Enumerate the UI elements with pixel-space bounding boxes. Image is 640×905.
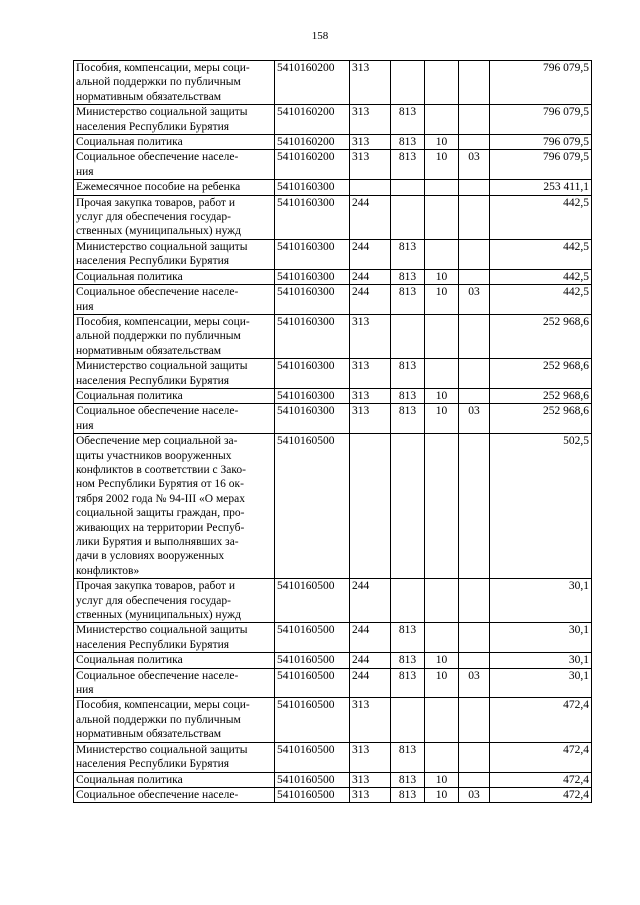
item-name-cell — [74, 653, 275, 668]
subsection-code-cell: 03 — [459, 787, 490, 802]
section-code-cell: 10 — [425, 668, 459, 698]
table-row — [74, 668, 592, 698]
item-name-line: тября 2002 года № 94-III «О мерах — [76, 492, 245, 505]
csr-code-cell: 5410160500 — [275, 787, 350, 802]
subsection-code-cell — [459, 314, 490, 358]
table-row — [74, 623, 592, 653]
csr-code-cell: 5410160500 — [275, 653, 350, 668]
item-name-line: Министерство социальной защиты — [76, 240, 248, 253]
table-row — [74, 180, 592, 195]
amount-cell: 252 968,6 — [490, 388, 592, 403]
item-name-line: населения Республики Бурятия — [76, 374, 230, 387]
section-code-cell: 10 — [425, 653, 459, 668]
item-name-line: нормативным обязательствам — [76, 344, 221, 357]
subsection-code-cell: 03 — [459, 285, 490, 315]
expense-type-cell — [350, 180, 391, 195]
item-name-line: ния — [76, 419, 94, 432]
table-row — [74, 388, 592, 403]
expense-type-cell: 244 — [350, 653, 391, 668]
csr-code-cell: 5410160300 — [275, 180, 350, 195]
csr-code-cell: 5410160300 — [275, 285, 350, 315]
item-name-line: Пособия, компенсации, меры соци- — [76, 62, 250, 74]
table-row — [74, 269, 592, 284]
expense-type-cell: 313 — [350, 150, 391, 180]
subsection-code-cell — [459, 105, 490, 135]
ministry-code-cell — [391, 195, 425, 239]
subsection-code-cell — [459, 623, 490, 653]
expense-type-cell: 313 — [350, 61, 391, 105]
expense-type-cell: 313 — [350, 742, 391, 772]
csr-code-cell: 5410160300 — [275, 269, 350, 284]
amount-cell: 796 079,5 — [490, 135, 592, 150]
section-code-cell: 10 — [425, 150, 459, 180]
item-name-line: Социальная политика — [76, 136, 183, 149]
expense-type-cell: 244 — [350, 239, 391, 269]
subsection-code-cell — [459, 135, 490, 150]
amount-cell: 502,5 — [490, 434, 592, 579]
item-name-line: Социальная политика — [76, 270, 183, 283]
item-name-line: Прочая закупка товаров, работ и — [76, 580, 235, 593]
expense-type-cell: 313 — [350, 359, 391, 389]
section-code-cell — [425, 359, 459, 389]
item-name-line: Пособия, компенсации, меры соци- — [76, 699, 250, 712]
csr-code-cell: 5410160500 — [275, 623, 350, 653]
item-name-line: Социальное обеспечение населе- — [76, 405, 239, 418]
table-row — [74, 698, 592, 742]
table-row — [74, 195, 592, 239]
item-name-line: населения Республики Бурятия — [76, 255, 230, 268]
section-code-cell — [425, 195, 459, 239]
section-code-cell: 10 — [425, 135, 459, 150]
item-name-line: Прочая закупка товаров, работ и — [76, 196, 235, 209]
ministry-code-cell: 813 — [391, 653, 425, 668]
ministry-code-cell — [391, 434, 425, 579]
item-name-line: дачи в условиях вооруженных — [76, 550, 225, 563]
table-row — [74, 314, 592, 358]
expense-type-cell: 313 — [350, 105, 391, 135]
table-row — [74, 105, 592, 135]
item-name-line: населения Республики Бурятия — [76, 758, 230, 771]
ministry-code-cell: 813 — [391, 668, 425, 698]
ministry-code-cell: 813 — [391, 404, 425, 434]
section-code-cell: 10 — [425, 388, 459, 403]
item-name-line: Социальное обеспечение населе- — [76, 286, 239, 299]
ministry-code-cell: 813 — [391, 150, 425, 180]
amount-cell: 442,5 — [490, 285, 592, 315]
amount-cell: 252 968,6 — [490, 359, 592, 389]
csr-code-cell: 5410160500 — [275, 772, 350, 787]
item-name-line: Социальная политика — [76, 773, 183, 786]
item-name-line: нормативным обязательствам — [76, 90, 221, 103]
section-code-cell — [425, 239, 459, 269]
item-name-cell — [74, 314, 275, 358]
csr-code-cell: 5410160200 — [275, 150, 350, 180]
item-name-cell — [74, 668, 275, 698]
csr-code-cell: 5410160300 — [275, 239, 350, 269]
amount-cell: 30,1 — [490, 623, 592, 653]
item-name-line: ственных (муниципальных) нужд — [76, 225, 241, 238]
subsection-code-cell — [459, 579, 490, 623]
amount-cell: 442,5 — [490, 195, 592, 239]
amount-cell: 796 079,5 — [490, 150, 592, 180]
table-row — [74, 404, 592, 434]
expense-type-cell: 244 — [350, 269, 391, 284]
item-name-line: ном Республики Бурятия от 16 ок- — [76, 478, 244, 491]
ministry-code-cell — [391, 61, 425, 105]
section-code-cell — [425, 623, 459, 653]
subsection-code-cell — [459, 269, 490, 284]
item-name-line: услуг для обеспечения государ- — [76, 594, 231, 607]
expense-type-cell: 313 — [350, 772, 391, 787]
subsection-code-cell — [459, 195, 490, 239]
section-code-cell — [425, 105, 459, 135]
expense-type-cell: 244 — [350, 668, 391, 698]
ministry-code-cell: 813 — [391, 623, 425, 653]
subsection-code-cell: 03 — [459, 668, 490, 698]
item-name-cell — [74, 150, 275, 180]
page-number: 158 — [311, 30, 329, 42]
csr-code-cell: 5410160200 — [275, 105, 350, 135]
subsection-code-cell — [459, 742, 490, 772]
item-name-cell — [74, 359, 275, 389]
item-name-line: Министерство социальной защиты — [76, 106, 248, 119]
csr-code-cell: 5410160500 — [275, 579, 350, 623]
item-name-line: Социальное обеспечение населе- — [76, 788, 239, 801]
section-code-cell: 10 — [425, 772, 459, 787]
expense-type-cell: 313 — [350, 698, 391, 742]
item-name-cell — [74, 787, 275, 802]
subsection-code-cell: 03 — [459, 150, 490, 180]
ministry-code-cell: 813 — [391, 285, 425, 315]
item-name-line: Социальная политика — [76, 389, 183, 402]
expense-type-cell: 313 — [350, 314, 391, 358]
item-name-cell — [74, 135, 275, 150]
item-name-cell — [74, 285, 275, 315]
item-name-line: ния — [76, 165, 94, 178]
csr-code-cell: 5410160300 — [275, 388, 350, 403]
item-name-line: Пособия, компенсации, меры соци- — [76, 315, 250, 328]
item-name-line: услуг для обеспечения государ- — [76, 211, 231, 224]
subsection-code-cell — [459, 180, 490, 195]
item-name-line: Социальное обеспечение населе- — [76, 669, 239, 682]
csr-code-cell: 5410160200 — [275, 61, 350, 105]
item-name-line: социальной защиты граждан, про- — [76, 507, 245, 520]
item-name-cell — [74, 742, 275, 772]
item-name-line: ния — [76, 300, 94, 313]
item-name-cell — [74, 579, 275, 623]
ministry-code-cell: 813 — [391, 388, 425, 403]
csr-code-cell: 5410160200 — [275, 135, 350, 150]
item-name-line: щиты участников вооруженных — [76, 449, 232, 462]
section-code-cell — [425, 61, 459, 105]
item-name-cell — [74, 698, 275, 742]
item-name-cell — [74, 388, 275, 403]
budget-table-body — [74, 61, 592, 803]
subsection-code-cell — [459, 359, 490, 389]
csr-code-cell: 5410160300 — [275, 195, 350, 239]
ministry-code-cell — [391, 579, 425, 623]
amount-cell: 252 968,6 — [490, 404, 592, 434]
amount-cell: 253 411,1 — [490, 180, 592, 195]
ministry-code-cell — [391, 314, 425, 358]
amount-cell: 472,4 — [490, 742, 592, 772]
table-row — [74, 61, 592, 105]
item-name-cell — [74, 623, 275, 653]
amount-cell: 472,4 — [490, 772, 592, 787]
amount-cell: 442,5 — [490, 239, 592, 269]
expense-type-cell: 313 — [350, 787, 391, 802]
item-name-line: Министерство социальной защиты — [76, 624, 248, 637]
subsection-code-cell — [459, 698, 490, 742]
amount-cell: 472,4 — [490, 698, 592, 742]
item-name-cell — [74, 772, 275, 787]
table-row — [74, 653, 592, 668]
subsection-code-cell — [459, 239, 490, 269]
item-name-line: живающих на территории Респуб- — [76, 521, 245, 534]
budget-table — [73, 60, 592, 803]
ministry-code-cell: 813 — [391, 787, 425, 802]
section-code-cell: 10 — [425, 285, 459, 315]
section-code-cell: 10 — [425, 404, 459, 434]
expense-type-cell: 313 — [350, 388, 391, 403]
subsection-code-cell — [459, 772, 490, 787]
table-row — [74, 434, 592, 579]
item-name-line: Обеспечение мер социальной за- — [76, 435, 238, 448]
amount-cell: 252 968,6 — [490, 314, 592, 358]
item-name-line: Министерство социальной защиты — [76, 743, 248, 756]
table-row — [74, 742, 592, 772]
expense-type-cell: 313 — [350, 404, 391, 434]
subsection-code-cell — [459, 61, 490, 105]
ministry-code-cell: 813 — [391, 359, 425, 389]
ministry-code-cell: 813 — [391, 105, 425, 135]
item-name-line: альной поддержки по публичным — [76, 76, 241, 89]
table-row — [74, 579, 592, 623]
item-name-line: нормативным обязательствам — [76, 728, 221, 741]
item-name-cell — [74, 195, 275, 239]
item-name-line: альной поддержки по публичным — [76, 713, 241, 726]
subsection-code-cell: 03 — [459, 404, 490, 434]
ministry-code-cell — [391, 698, 425, 742]
table-row — [74, 135, 592, 150]
item-name-line: ния — [76, 684, 94, 697]
item-name-line: альной поддержки по публичным — [76, 330, 241, 343]
table-row — [74, 359, 592, 389]
expense-type-cell: 244 — [350, 195, 391, 239]
csr-code-cell: 5410160300 — [275, 359, 350, 389]
csr-code-cell: 5410160500 — [275, 698, 350, 742]
item-name-line: Социальная политика — [76, 654, 183, 667]
section-code-cell — [425, 742, 459, 772]
amount-cell: 30,1 — [490, 579, 592, 623]
section-code-cell — [425, 434, 459, 579]
subsection-code-cell — [459, 653, 490, 668]
amount-cell: 30,1 — [490, 668, 592, 698]
item-name-cell — [74, 434, 275, 579]
expense-type-cell: 244 — [350, 285, 391, 315]
section-code-cell — [425, 180, 459, 195]
item-name-cell — [74, 404, 275, 434]
ministry-code-cell: 813 — [391, 742, 425, 772]
item-name-line: лики Бурятия и выполнявших за- — [76, 536, 239, 548]
section-code-cell: 10 — [425, 787, 459, 802]
item-name-line: конфликтов» — [76, 564, 140, 577]
ministry-code-cell: 813 — [391, 239, 425, 269]
amount-cell: 30,1 — [490, 653, 592, 668]
item-name-cell — [74, 105, 275, 135]
csr-code-cell: 5410160300 — [275, 314, 350, 358]
item-name-cell — [74, 61, 275, 105]
table-row — [74, 787, 592, 802]
item-name-cell — [74, 269, 275, 284]
item-name-line: населения Республики Бурятия — [76, 638, 230, 651]
table-row — [74, 285, 592, 315]
item-name-line: населения Республики Бурятия — [76, 120, 230, 133]
csr-code-cell: 5410160500 — [275, 434, 350, 579]
item-name-cell — [74, 239, 275, 269]
expense-type-cell: 244 — [350, 579, 391, 623]
table-row — [74, 150, 592, 180]
section-code-cell: 10 — [425, 269, 459, 284]
table-row — [74, 239, 592, 269]
subsection-code-cell — [459, 434, 490, 579]
item-name-cell — [74, 180, 275, 195]
item-name-line: конфликтов в соответствии с Зако- — [76, 463, 246, 476]
item-name-line: Министерство социальной защиты — [76, 360, 248, 373]
subsection-code-cell — [459, 388, 490, 403]
amount-cell: 442,5 — [490, 269, 592, 284]
section-code-cell — [425, 314, 459, 358]
amount-cell: 796 079,5 — [490, 61, 592, 105]
item-name-line: Социальное обеспечение населе- — [76, 151, 239, 164]
ministry-code-cell: 813 — [391, 269, 425, 284]
ministry-code-cell — [391, 180, 425, 195]
section-code-cell — [425, 698, 459, 742]
ministry-code-cell: 813 — [391, 772, 425, 787]
csr-code-cell: 5410160500 — [275, 742, 350, 772]
amount-cell: 796 079,5 — [490, 105, 592, 135]
csr-code-cell: 5410160500 — [275, 668, 350, 698]
ministry-code-cell: 813 — [391, 135, 425, 150]
csr-code-cell: 5410160300 — [275, 404, 350, 434]
table-row — [74, 772, 592, 787]
amount-cell: 472,4 — [490, 787, 592, 802]
expense-type-cell — [350, 434, 391, 579]
section-code-cell — [425, 579, 459, 623]
expense-type-cell: 313 — [350, 135, 391, 150]
item-name-line: Ежемесячное пособие на ребенка — [76, 181, 241, 194]
expense-type-cell: 244 — [350, 623, 391, 653]
item-name-line: ственных (муниципальных) нужд — [76, 609, 241, 622]
